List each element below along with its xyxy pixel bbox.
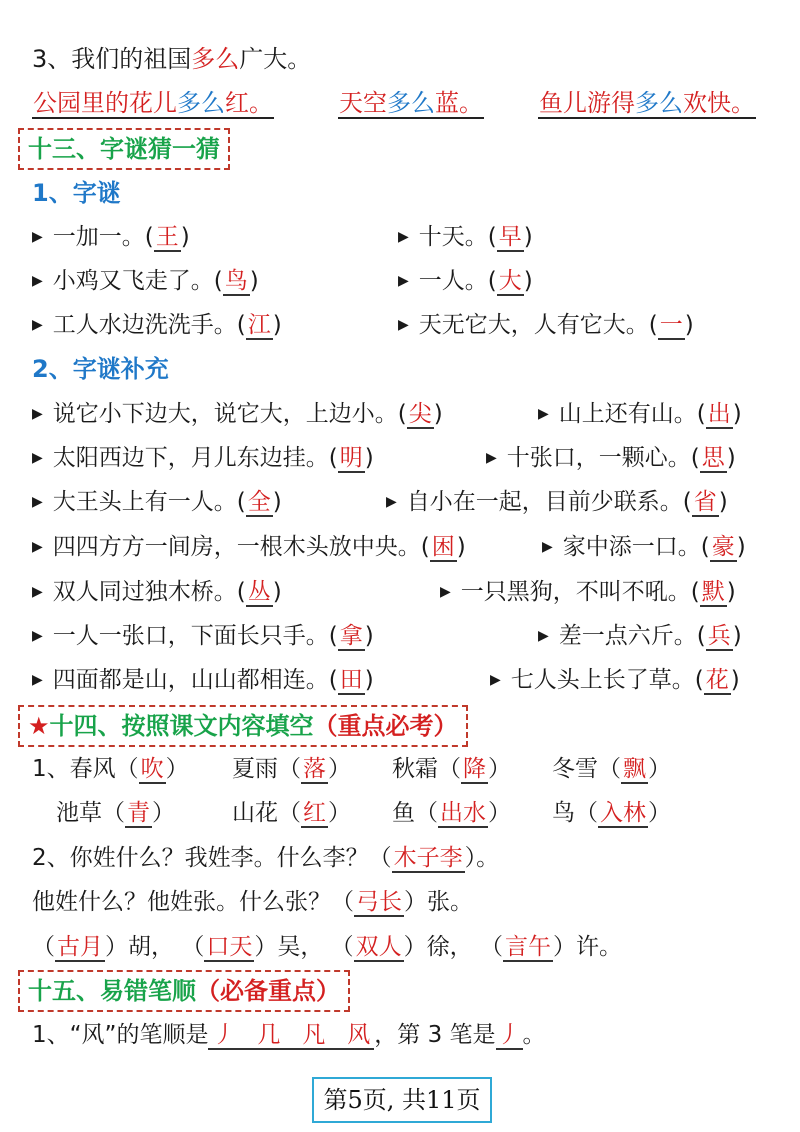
ex2-b: 多么 [387, 89, 435, 117]
fill-answer: 青 [127, 800, 150, 826]
stroke-3: 凡 [302, 1022, 326, 1048]
riddle-answer: 鸟 [224, 268, 248, 294]
fill-label: 1、 [32, 756, 70, 782]
riddle-item [386, 485, 728, 522]
bullet-icon: ▶ [398, 317, 409, 333]
bullet-icon: ▶ [538, 406, 549, 422]
fill-answer: 红 [303, 800, 326, 826]
riddle-q: 差一点六斤。( [558, 623, 706, 649]
riddle-q: 自小在一起，目前少联系。( [406, 489, 692, 515]
riddle-end: ) [364, 667, 374, 693]
bullet-icon: ▶ [32, 406, 43, 422]
bullet-icon: ▶ [542, 539, 553, 555]
ex3-a: 鱼儿游得 [539, 89, 635, 117]
fill-end: ） [152, 800, 175, 826]
section-14-title-text: 十四、按照课文内容填空 [49, 712, 314, 740]
riddle-answer: 困 [431, 534, 455, 560]
ex1-b: 多么 [177, 89, 225, 117]
ex3-b: 多么 [635, 89, 683, 117]
riddle-q: 一只黑狗，不叫不吼。( [460, 579, 700, 605]
riddle-end: ) [364, 623, 374, 649]
riddle-item [398, 264, 533, 301]
q2a-prefix: 2、你姓什么？我姓李。什么李？（ [32, 845, 392, 871]
surname-list [32, 930, 622, 964]
riddle-item [398, 308, 694, 345]
bullet-icon: ▶ [398, 273, 409, 289]
riddle-answer: 田 [339, 667, 363, 693]
riddle-answer: 王 [155, 224, 179, 250]
example-line-3 [32, 42, 311, 76]
stroke-q-end: 。 [522, 1022, 546, 1048]
section-15-title [18, 970, 350, 1012]
riddle-q: 一人。( [418, 268, 497, 294]
fill-item [232, 796, 351, 830]
example-1 [32, 86, 274, 120]
fill-answer: 降 [463, 756, 486, 782]
line3-suffix: 广大。 [239, 45, 312, 73]
bullet-icon: ▶ [32, 317, 43, 333]
riddle-q: 十天。( [418, 224, 497, 250]
paren-open: （ [330, 934, 354, 960]
stroke-2: 几 [257, 1022, 281, 1048]
riddle-end: ) [726, 445, 736, 471]
riddle-item [32, 530, 466, 567]
riddle-q: 山上还有山。( [558, 401, 706, 427]
page-number: 第5页, 共11页 [312, 1077, 492, 1123]
fill-answer: 吹 [140, 756, 164, 782]
fill-item [392, 796, 511, 830]
riddle-answer: 豪 [711, 534, 735, 560]
riddle-item [542, 530, 746, 567]
riddle-answer: 花 [705, 667, 729, 693]
riddle-end: ) [456, 534, 466, 560]
fill-word: 山花（ [232, 800, 301, 826]
riddle-q: 十张口，一颗心。( [506, 445, 700, 471]
surname-text: ）胡， [105, 934, 174, 960]
surname-text: ）吴， [254, 934, 324, 960]
riddle-end: ) [523, 224, 533, 250]
riddle-end: ) [718, 489, 728, 515]
riddle-end: ) [726, 579, 736, 605]
riddle-end: ) [272, 312, 282, 338]
stroke-q-mid: ，第 3 笔是 [374, 1022, 496, 1048]
riddle-end: ) [364, 445, 374, 471]
fill-item [552, 752, 671, 786]
fill-answer: 出水 [440, 800, 486, 826]
riddle-q: 四面都是山，山山都相连。( [52, 667, 338, 693]
riddle-q: 四四方方一间房，一根木头放中央。( [52, 534, 430, 560]
bullet-icon: ▶ [32, 584, 43, 600]
example-3 [538, 86, 756, 120]
riddle-q: 一加一。( [52, 224, 154, 250]
fill-end: ） [488, 800, 511, 826]
q2b-answer: 弓长 [356, 889, 402, 915]
paren-open: （ [479, 934, 503, 960]
riddle-item [32, 441, 374, 478]
riddle-end: ) [180, 224, 190, 250]
fill-end: ） [488, 756, 511, 782]
riddle-q: 说它小下边大，说它大，上边小。( [52, 401, 407, 427]
riddle-item [32, 619, 374, 656]
riddle-answer: 默 [701, 579, 725, 605]
riddle-item [32, 575, 282, 612]
riddle-end: ) [523, 268, 533, 294]
ex2-a: 天空 [339, 89, 387, 117]
line3-prefix: 3、我们的祖国 [32, 45, 192, 73]
surname-text: ）许。 [552, 934, 622, 960]
riddle-end: ) [732, 401, 742, 427]
fill-item [552, 796, 671, 830]
riddle-end: ) [272, 489, 282, 515]
ex2-c: 蓝。 [435, 89, 483, 117]
fill-item [232, 752, 351, 786]
fill-end: ） [648, 756, 671, 782]
riddle-answer: 拿 [339, 623, 363, 649]
section-15-title-text: 十五、易错笔顺 [28, 977, 196, 1005]
bullet-icon: ▶ [440, 584, 451, 600]
bullet-icon: ▶ [386, 494, 397, 510]
fill-row-1 [32, 752, 189, 786]
stroke-order-question [32, 1018, 546, 1052]
riddle-q: 一人一张口，下面长只手。( [52, 623, 338, 649]
riddle-item [32, 220, 190, 257]
riddle-answer: 明 [339, 445, 363, 471]
bullet-icon: ▶ [32, 229, 43, 245]
section-15-tag: （必备重点） [196, 977, 340, 1005]
fill-answer: 飘 [623, 756, 646, 782]
riddle-item [538, 619, 742, 656]
riddle-q: 七人头上长了草。( [510, 667, 704, 693]
riddle-answer: 早 [498, 224, 522, 250]
bullet-icon: ▶ [398, 229, 409, 245]
bullet-icon: ▶ [538, 628, 549, 644]
stroke-answer: 丿 [497, 1022, 521, 1048]
bullet-icon: ▶ [32, 628, 43, 644]
riddle-item [32, 397, 443, 434]
fill-item [56, 796, 175, 830]
q2b-suffix: ）张。 [404, 889, 473, 915]
riddle-end: ) [684, 312, 694, 338]
paren-open: （ [181, 934, 205, 960]
surname-answer: 古月 [57, 934, 103, 960]
stroke-1: 丿 [212, 1022, 236, 1048]
riddle-answer: 尖 [408, 401, 432, 427]
riddle-q: 小鸡又飞走了。( [52, 268, 223, 294]
riddle-item [398, 220, 533, 257]
example-2 [338, 86, 484, 120]
fill-word: 冬雪（ [552, 756, 621, 782]
q2a-answer: 木子李 [393, 845, 463, 871]
surname-answer: 双人 [355, 934, 402, 960]
bullet-icon: ▶ [32, 672, 43, 688]
riddle-end: ) [730, 667, 740, 693]
fill-answer: 入林 [600, 800, 646, 826]
riddle-item [32, 308, 282, 345]
riddle-q: 家中添一口。( [562, 534, 710, 560]
riddle-item [490, 663, 740, 700]
riddle-item [486, 441, 736, 478]
fill-word: 春风（ [69, 756, 139, 782]
riddle-q: 天无它大，人有它大。( [418, 312, 658, 338]
q2a-suffix: ）。 [464, 845, 500, 871]
ex3-c: 欢快。 [683, 89, 755, 117]
stroke-4: 风 [347, 1022, 371, 1048]
bullet-icon: ▶ [490, 672, 501, 688]
section-14-title [18, 705, 468, 747]
star-icon: ★ [28, 712, 50, 740]
fill-word: 秋霜（ [392, 756, 461, 782]
fill-word: 池草（ [56, 800, 125, 826]
fill-item [392, 752, 511, 786]
riddle-q: 工人水边洗洗手。( [52, 312, 246, 338]
fill-answer: 落 [303, 756, 326, 782]
ex1-c: 红。 [225, 89, 273, 117]
surname-question-1 [32, 841, 499, 875]
riddle-answer: 省 [693, 489, 717, 515]
riddle-item [32, 663, 374, 700]
riddle-answer: 全 [247, 489, 271, 515]
bullet-icon: ▶ [32, 273, 43, 289]
riddle-answer: 大 [498, 268, 522, 294]
fill-end: ） [328, 756, 351, 782]
bullet-icon: ▶ [486, 450, 497, 466]
fill-end: ） [165, 756, 189, 782]
riddle-item [538, 397, 742, 434]
ex1-a: 公园里的花儿 [33, 89, 177, 117]
section-14-tag: （重点必考） [313, 712, 458, 740]
line3-keyword: 多么 [191, 45, 240, 73]
riddle-q: 太阳西边下，月儿东边挂。( [52, 445, 338, 471]
riddle-answer: 思 [701, 445, 725, 471]
riddle-item [32, 264, 259, 301]
fill-end: ） [328, 800, 351, 826]
fill-word: 夏雨（ [232, 756, 301, 782]
stroke-q-prefix: 1、“风”的笔顺是 [32, 1022, 209, 1048]
fill-word: 鸟（ [552, 800, 598, 826]
subheading-riddles-extra: 2、字谜补充 [32, 355, 169, 383]
riddle-item [440, 575, 736, 612]
bullet-icon: ▶ [32, 539, 43, 555]
riddle-answer: 江 [247, 312, 271, 338]
surname-text: ）徐， [403, 934, 473, 960]
section-13-title-text: 十三、字谜猜一猜 [28, 135, 220, 163]
riddle-end: ) [249, 268, 259, 294]
riddle-end: ) [433, 401, 443, 427]
stroke-sequence [208, 1022, 374, 1050]
riddle-q: 大王头上有一人。( [52, 489, 246, 515]
surname-answer: 言午 [504, 934, 551, 960]
riddle-q: 双人同过独木桥。( [52, 579, 246, 605]
section-13-title [18, 128, 230, 170]
bullet-icon: ▶ [32, 494, 43, 510]
surname-question-2 [32, 885, 473, 919]
fill-word: 鱼（ [392, 800, 438, 826]
riddle-answer: 一 [659, 312, 683, 338]
riddle-answer: 出 [707, 401, 731, 427]
subheading-riddles: 1、字谜 [32, 179, 121, 207]
surname-answer: 口天 [206, 934, 253, 960]
q2b-prefix: 他姓什么？他姓张。什么张？（ [32, 889, 354, 915]
paren-open: （ [32, 934, 55, 960]
riddle-answer: 丛 [247, 579, 271, 605]
fill-end: ） [648, 800, 671, 826]
bullet-icon: ▶ [32, 450, 43, 466]
riddle-end: ) [736, 534, 746, 560]
riddle-item [32, 485, 282, 522]
riddle-end: ) [272, 579, 282, 605]
riddle-end: ) [732, 623, 742, 649]
riddle-answer: 兵 [707, 623, 731, 649]
